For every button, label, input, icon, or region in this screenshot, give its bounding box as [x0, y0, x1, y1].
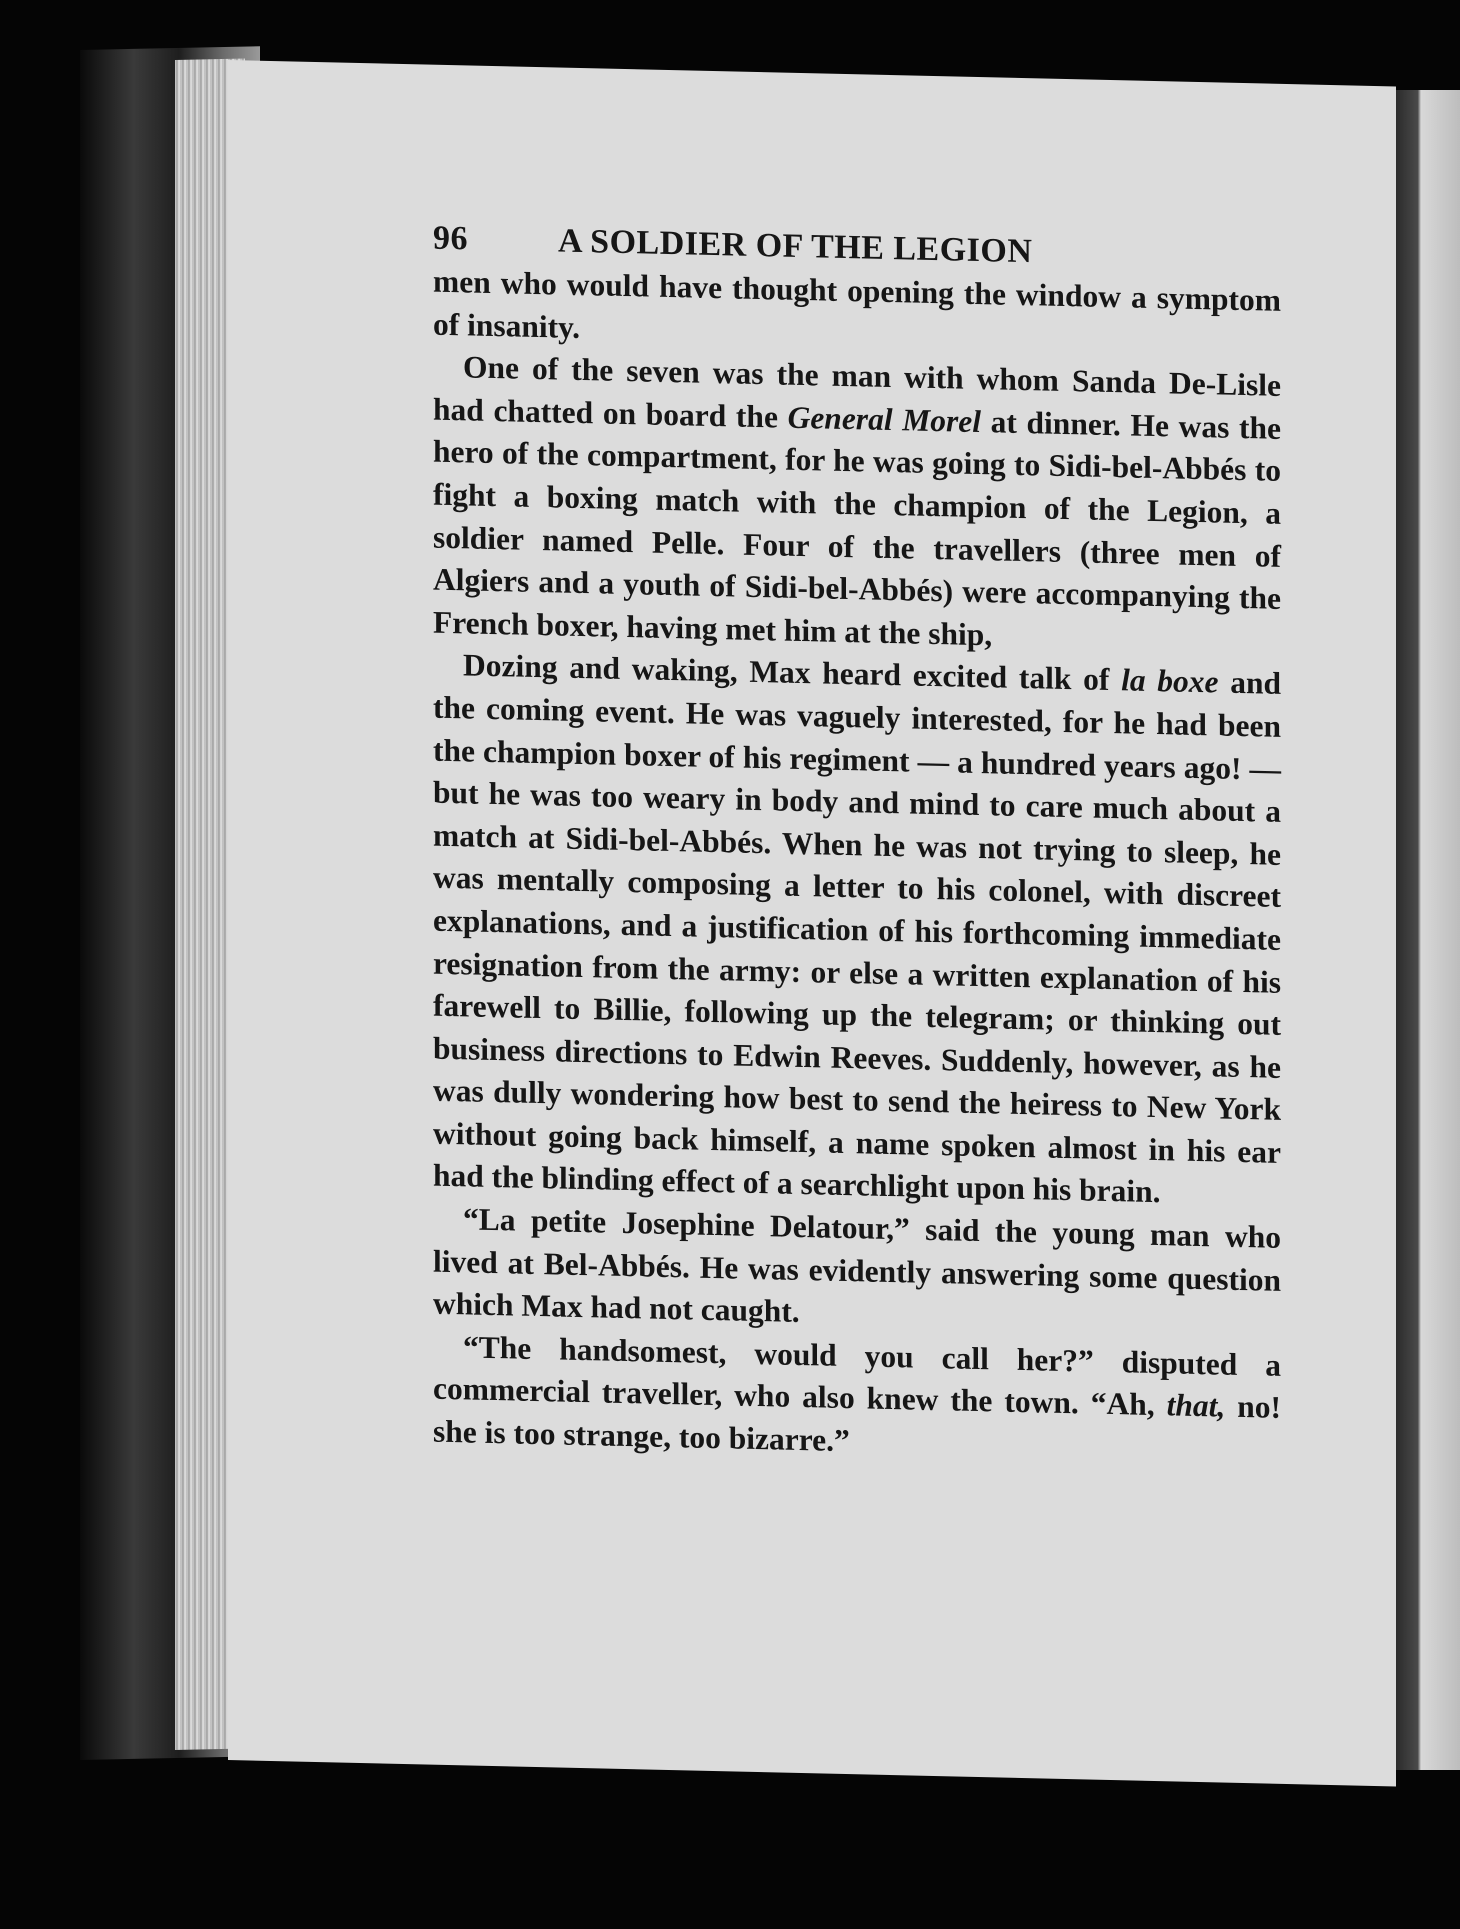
paragraph-4: [433, 1198, 1281, 1345]
running-title: A SOLDIER OF THE LEGION: [558, 222, 1033, 271]
paragraph-5-text-end: no! she is too strange, too bizarre.”: [433, 1389, 1281, 1459]
paragraph-3: [433, 644, 1281, 1217]
paragraph-3-text-start: Dozing and waking, Max heard excited talk of: [463, 647, 1122, 698]
next-page-edge: [1395, 90, 1460, 1770]
paragraph-4-text: “La petite Josephine Delatour,” said the young man who lived at Bel-Abbés. He was evidently answering some question which Max had not caught.: [433, 1201, 1281, 1330]
paragraph-2-text-end: at dinner. He was the hero of the compartment, for he was going to Sidi-bel-Abbés to fight a boxing match with the champion of the Legion, a soldier named Pelle. Four of the travellers (three men of Algiers and a youth of Sidi-bel-Abbés) were accompanying the French boxer, having met him at the ship,: [433, 403, 1281, 653]
paragraph-5: [433, 1325, 1281, 1472]
page-number: 96: [433, 220, 468, 258]
book-page: [228, 60, 1396, 1787]
page-content: [433, 205, 1281, 1473]
paragraph-3-text-end: and the coming event. He was vaguely interested, for he had been the champion boxer of his regiment — a hundred years ago! — but he was too weary in body and mind to care much about a match at Sidi-bel-Abbés. When he was not trying to sleep, he was mentally composing a letter to his colonel, with discreet explanations, and a justification of his forthcoming immediate resignation from the army: or else a written explanation of his farewell to Billie, following up the telegram; or thinking out business directions to Edwin Reeves. Suddenly, however, as he was dully wondering how best to send the heiress to New York without going back himself, a name spoken almost in his ear had the blinding effect of a searchlight upon his brain.: [433, 664, 1282, 1210]
ship-name: General Morel: [787, 399, 981, 439]
italic-word: that,: [1166, 1387, 1226, 1425]
paragraph-2-text-start: One of the seven was the man with whom Sanda De-Lisle had chatted on board the: [433, 349, 1281, 435]
italic-phrase: la boxe: [1121, 662, 1219, 700]
paragraph-1-text: men who would have thought opening the window a symptom of insanity.: [433, 263, 1281, 345]
paragraph-2: [433, 346, 1281, 663]
paragraph-5-text-start: “The handsomest, would you call her?” disputed a commercial traveller, who also knew the town. “Ah,: [433, 1329, 1281, 1423]
